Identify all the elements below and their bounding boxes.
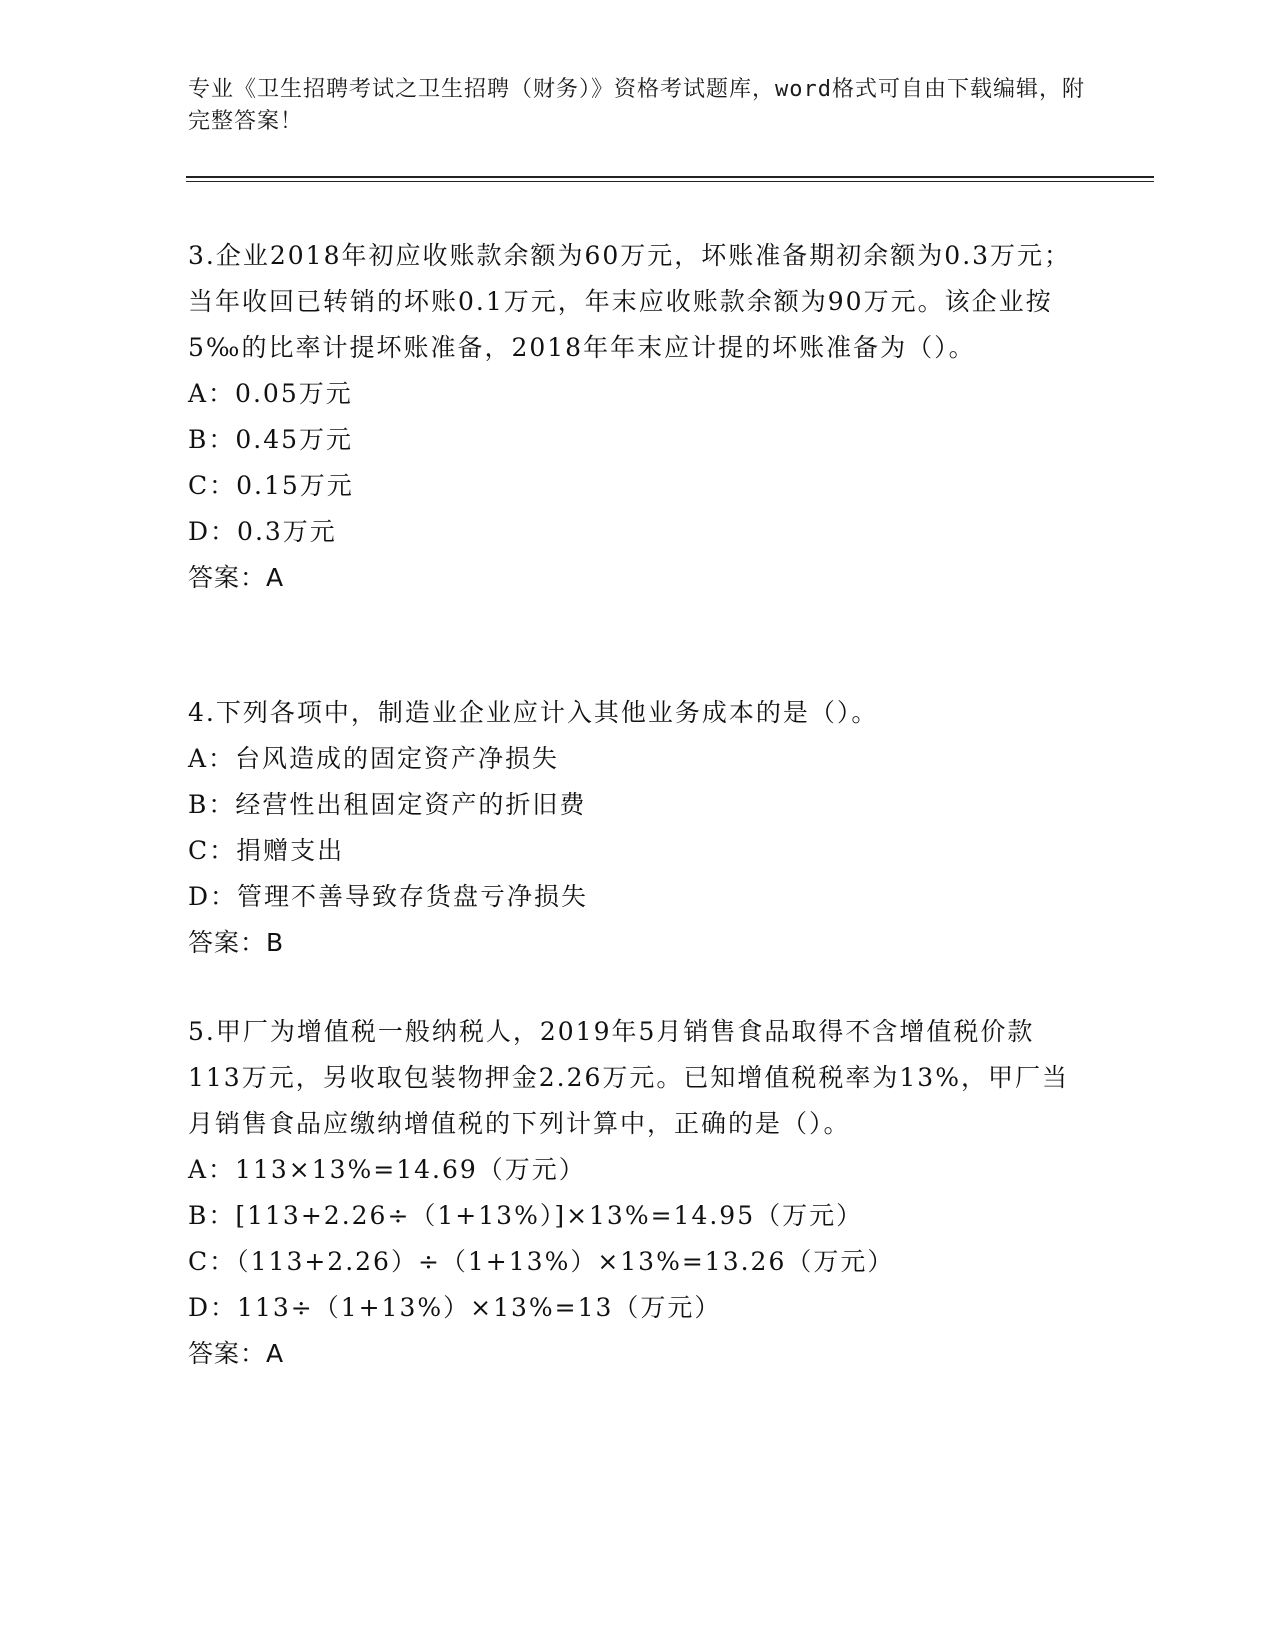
answer: 答案：B [188,928,285,957]
answer: 答案：A [188,1339,285,1368]
option-a: A：0.05万元 [188,379,353,408]
question-stem: 4.下列各项中，制造业企业应计入其他业务成本的是（）。 [188,698,879,727]
question-stem: 3.企业2018年初应收账款余额为60万元，坏账准备期初余额为0.3万元；当年收回已转销的坏账0.1万元，年末应收账款余额为90万元。该企业按5‰的比率计提坏账准备，2018年年末应计提的坏账准备为（）。 [188,241,1072,362]
question-5 [188,1009,1088,1377]
document-header: 专业《卫生招聘考试之卫生招聘（财务）》资格考试题库，word格式可自由下载编辑，附完整答案！ [188,77,1085,134]
option-b: B：经营性出租固定资产的折旧费 [188,790,587,819]
option-c: C：（113+2.26）÷（1+13%）×13%=13.26（万元） [188,1247,895,1276]
option-a: A：台风造成的固定资产净损失 [188,744,560,773]
answer: 答案：A [188,563,285,592]
option-c: C：0.15万元 [188,471,354,500]
option-d: D：0.3万元 [188,517,337,546]
question-4 [188,690,1088,966]
header-divider-thin [186,181,1154,182]
question-3 [188,233,1088,601]
option-d: D：113÷（1+13%）×13%=13（万元） [188,1293,722,1322]
option-d: D：管理不善导致存货盘亏净损失 [188,882,589,911]
option-b: B：0.45万元 [188,425,354,454]
option-a: A：113×13%=14.69（万元） [188,1155,586,1184]
question-stem: 5.甲厂为增值税一般纳税人，2019年5月销售食品取得不含增值税价款113万元，另收取包装物押金2.26万元。已知增值税税率为13%，甲厂当月销售食品应缴纳增值税的下列计算中，正确的是（）。 [188,1017,1069,1138]
option-c: C：捐赠支出 [188,836,345,865]
option-b: B：[113+2.26÷（1+13%）]×13%=14.95（万元） [188,1201,864,1230]
header-divider [186,176,1154,178]
